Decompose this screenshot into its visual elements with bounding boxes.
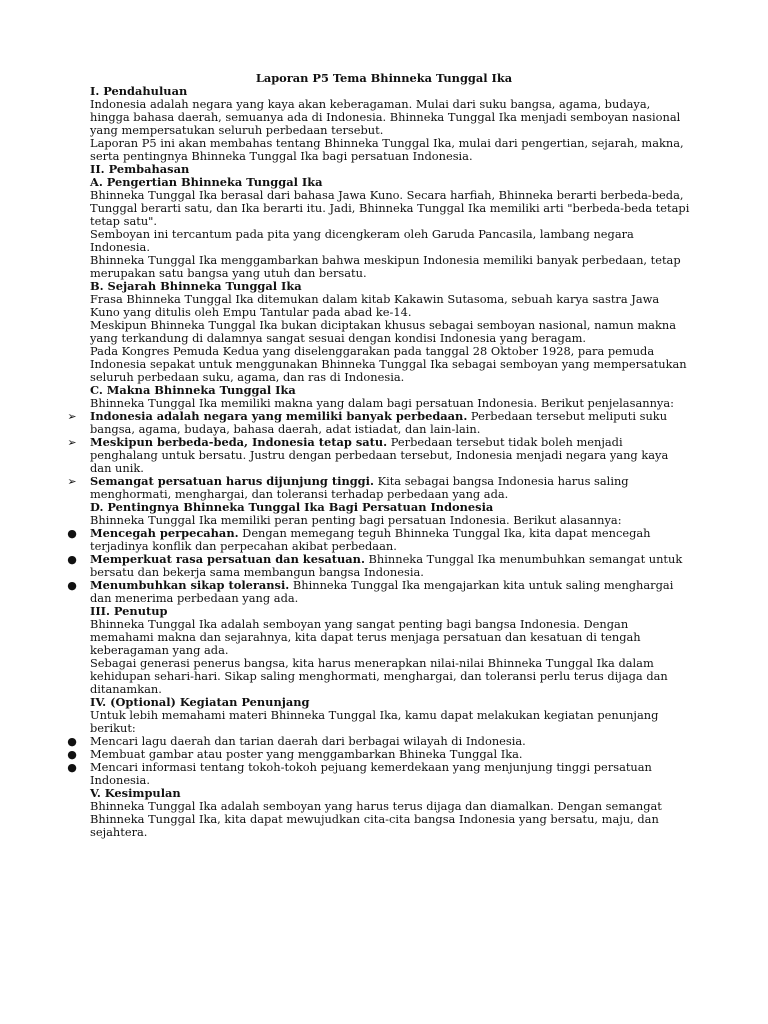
list-item bbox=[67, 409, 690, 436]
paragraph: Indonesia adalah negara yang kaya akan keberagaman. Mulai dari suku bangsa, agama, budaya, hingga bahasa daerah, semuanya ada di Indonesia. Bhinneka Tunggal Ika menjadi semboyan nasional yang mempersatukan seluruh perbedaan tersebut. bbox=[90, 97, 681, 137]
paragraph: Bhinneka Tunggal Ika adalah semboyan yang harus terus dijaga dan diamalkan. Dengan semangat Bhinneka Tunggal Ika, kita dapat mewujudkan cita-cita bangsa Indonesia yang bersatu, maju, dan sejahtera. bbox=[90, 799, 662, 839]
list-item-text: Perbedaan tersebut meliputi suku bangsa, agama, budaya, bahasa daerah, adat istiadat, dan lain-lain. bbox=[90, 409, 668, 436]
bullet-icon: ● bbox=[67, 748, 77, 761]
list-item-bold: Semangat persatuan harus dijunjung tinggi. bbox=[90, 474, 374, 488]
paragraph: Untuk lebih memahami materi Bhinneka Tunggal Ika, kamu dapat melakukan kegiatan penunjang berikut: bbox=[90, 708, 659, 735]
paragraph: Pada Kongres Pemuda Kedua yang diselenggarakan pada tanggal 28 Oktober 1928, para pemuda Indonesia sepakat untuk menggunakan Bhinneka Tunggal Ika sebagai semboyan yang mempersatukan seluruh perbedaan suku, agama, dan ras di Indonesia. bbox=[90, 344, 687, 384]
paragraph: Frasa Bhinneka Tunggal Ika ditemukan dalam kitab Kakawin Sutasoma, sebuah karya sastra Jawa Kuno yang ditulis oleh Empu Tantular pada abad ke-14. bbox=[90, 292, 660, 319]
paragraph: Meskipun Bhinneka Tunggal Ika bukan diciptakan khusus sebagai semboyan nasional, namun makna yang terkandung di dalamnya sangat sesuai dengan kondisi Indonesia yang beragam. bbox=[90, 318, 677, 345]
paragraph: Bhinneka Tunggal Ika berasal dari bahasa Jawa Kuno. Secara harfiah, Bhinneka berarti berbeda-beda, Tunggal berarti satu, dan Ika berarti itu. Jadi, Bhinneka Tunggal Ika memiliki arti "berbeda-beda tetapi tetap satu". bbox=[90, 188, 690, 228]
list-item-text: Dengan memegang teguh Bhinneka Tunggal Ika, kita dapat mencegah terjadinya konflik dan perpecahan akibat perbedaan. bbox=[90, 526, 651, 553]
section-heading-pendahuluan: I. Pendahuluan bbox=[90, 84, 188, 98]
document-title: Laporan P5 Tema Bhinneka Tunggal Ika bbox=[255, 71, 513, 85]
subsection-heading-pengertian: A. Pengertian Bhinneka Tunggal Ika bbox=[90, 175, 323, 189]
arrow-bullet-icon: ➢ bbox=[67, 436, 77, 449]
list-item-bold: Meskipun berbeda-beda, Indonesia tetap satu. bbox=[90, 435, 388, 449]
list-item-text: Mencari lagu daerah dan tarian daerah dari berbagai wilayah di Indonesia. bbox=[90, 734, 526, 748]
list-item-bold: Mencegah perpecahan. bbox=[90, 526, 239, 540]
bullet-icon: ● bbox=[67, 553, 77, 566]
section-heading-pembahasan: II. Pembahasan bbox=[90, 162, 190, 176]
paragraph: Bhinneka Tunggal Ika memiliki makna yang dalam bagi persatuan Indonesia. Berikut penjelasannya: bbox=[90, 396, 674, 410]
list-item-text: Kita sebagai bangsa Indonesia harus saling menghormati, menghargai, dan toleransi terhadap perbedaan yang ada. bbox=[90, 474, 629, 501]
list-item-bold: Memperkuat rasa persatuan dan kesatuan. bbox=[90, 552, 365, 566]
paragraph: Laporan P5 ini akan membahas tentang Bhinneka Tunggal Ika, mulai dari pengertian, sejarah, makna, serta pentingnya Bhinneka Tunggal Ika bagi persatuan Indonesia. bbox=[90, 136, 684, 163]
subsection-heading-makna: C. Makna Bhinneka Tunggal Ika bbox=[90, 383, 296, 397]
list-item-text: Bhinneka Tunggal Ika mengajarkan kita untuk saling menghargai dan menerima perbedaan yang ada. bbox=[90, 578, 674, 605]
bullet-icon: ● bbox=[67, 761, 77, 774]
list-item bbox=[67, 552, 690, 579]
list-item-bold: Menumbuhkan sikap toleransi. bbox=[90, 578, 290, 592]
arrow-bullet-icon: ➢ bbox=[67, 410, 77, 423]
list-item bbox=[67, 474, 690, 501]
paragraph: Bhinneka Tunggal Ika adalah semboyan yang sangat penting bagi bangsa Indonesia. Dengan memahami makna dan sejarahnya, kita dapat terus menjaga persatuan dan kesatuan di tengah keberagaman yang ada. bbox=[90, 617, 641, 657]
list-item-bold: Indonesia adalah negara yang memiliki banyak perbedaan. bbox=[90, 409, 468, 423]
paragraph: Semboyan ini tercantum pada pita yang dicengkeram oleh Garuda Pancasila, lambang negara Indonesia. bbox=[90, 227, 634, 254]
arrow-bullet-icon: ➢ bbox=[67, 475, 77, 488]
paragraph: Sebagai generasi penerus bangsa, kita harus menerapkan nilai-nilai Bhinneka Tunggal Ika dalam kehidupan sehari-hari. Sikap saling menghormati, menghargai, dan toleransi perlu terus dijaga dan ditanamkan. bbox=[90, 656, 668, 696]
list-item bbox=[67, 578, 690, 605]
subsection-heading-pentingnya: D. Pentingnya Bhinneka Tunggal Ika Bagi Persatuan Indonesia bbox=[90, 500, 494, 514]
section-heading-kegiatan: IV. (Optional) Kegiatan Penunjang bbox=[90, 695, 310, 709]
bullet-icon: ● bbox=[67, 735, 77, 748]
subsection-heading-sejarah: B. Sejarah Bhinneka Tunggal Ika bbox=[90, 279, 302, 293]
document-body bbox=[67, 71, 690, 839]
list-item bbox=[67, 526, 690, 553]
list-item-text: Mencari informasi tentang tokoh-tokoh pejuang kemerdekaan yang menjunjung tinggi persatuan Indonesia. bbox=[90, 760, 652, 787]
paragraph: Bhinneka Tunggal Ika memiliki peran penting bagi persatuan Indonesia. Berikut alasannya: bbox=[90, 513, 622, 527]
list-item-text: Bhinneka Tunggal Ika menumbuhkan semangat untuk bersatu dan bekerja sama membangun bangsa Indonesia. bbox=[90, 552, 683, 579]
section-heading-kesimpulan: V. Kesimpulan bbox=[90, 786, 181, 800]
bullet-icon: ● bbox=[67, 579, 77, 592]
list-item-text: Membuat gambar atau poster yang menggambarkan Bhineka Tunggal Ika. bbox=[90, 747, 523, 761]
section-heading-penutup: III. Penutup bbox=[90, 604, 168, 618]
list-item bbox=[67, 760, 690, 787]
list-item bbox=[67, 435, 690, 475]
paragraph: Bhinneka Tunggal Ika menggambarkan bahwa meskipun Indonesia memiliki banyak perbedaan, tetap merupakan satu bangsa yang utuh dan bersatu. bbox=[90, 253, 681, 280]
bullet-icon: ● bbox=[67, 527, 77, 540]
list-item-text: Perbedaan tersebut tidak boleh menjadi penghalang untuk bersatu. Justru dengan perbedaan tersebut, Indonesia menjadi negara yang kaya dan unik. bbox=[90, 435, 669, 475]
